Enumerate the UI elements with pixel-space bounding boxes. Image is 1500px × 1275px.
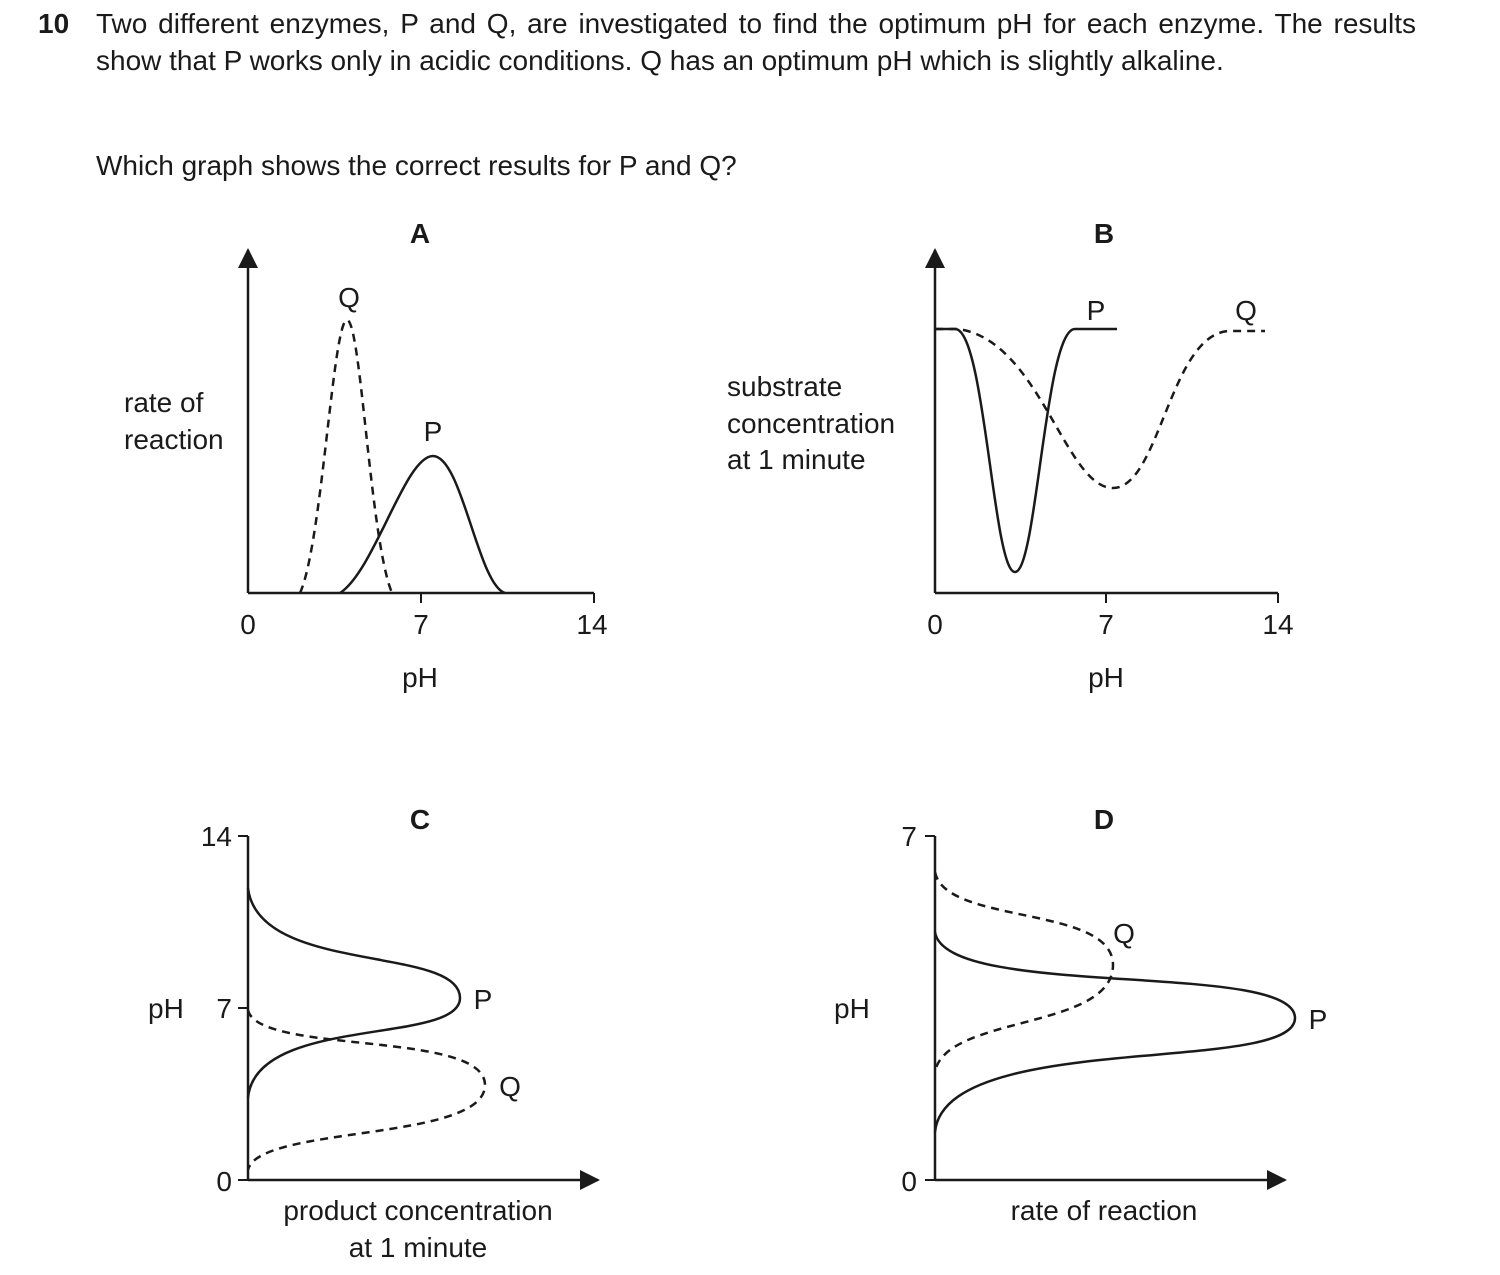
option-b-y-label: substrate bbox=[727, 371, 843, 402]
option-b-letter: B bbox=[1093, 218, 1115, 249]
option-d-graph[interactable] bbox=[834, 804, 1327, 1226]
question-prompt: Which graph shows the correct results for P and Q? bbox=[96, 150, 737, 181]
option-b-xtick-label: 14 bbox=[1262, 609, 1294, 640]
option-c-graph[interactable] bbox=[148, 804, 598, 1263]
option-a-letter: A bbox=[409, 218, 431, 249]
option-b-xtick-label: 7 bbox=[1098, 609, 1114, 640]
option-c-curve-p bbox=[248, 888, 460, 1098]
option-a-y-label: reaction bbox=[124, 424, 224, 455]
option-b-xtick-label: 0 bbox=[927, 609, 943, 640]
option-a-x-label: pH bbox=[402, 662, 438, 693]
option-c-curve-label-p: P bbox=[473, 984, 493, 1015]
option-c-ytick-label: 14 bbox=[200, 821, 232, 852]
option-a-xtick-label: 0 bbox=[240, 609, 256, 640]
option-a-curve-q bbox=[300, 320, 392, 593]
option-c-letter: C bbox=[409, 804, 431, 835]
option-a-xtick-label: 14 bbox=[576, 609, 608, 640]
option-c-ytick-label: 0 bbox=[216, 1166, 232, 1197]
option-d-ytick-label: 0 bbox=[901, 1166, 917, 1197]
option-d-ytick-label: 7 bbox=[901, 821, 917, 852]
option-a-curve-label-p: P bbox=[423, 416, 443, 447]
option-b-x-label: pH bbox=[1088, 662, 1124, 693]
option-a-curve-p bbox=[340, 456, 505, 593]
option-b-curve-label-p: P bbox=[1086, 295, 1106, 326]
option-b-curve-q bbox=[935, 329, 1265, 488]
option-b-curve-p bbox=[935, 329, 1117, 572]
option-a-xtick-label: 7 bbox=[413, 609, 429, 640]
option-c-ytick-label: 7 bbox=[216, 993, 232, 1024]
option-d-curve-p bbox=[935, 932, 1295, 1132]
option-d-curve-label-q: Q bbox=[1113, 918, 1135, 949]
question-stem: Two different enzymes, P and Q, are investigated to find the optimum pH for each enzyme. The results show that P works only in acidic conditions. Q has an optimum pH which is slightly alkaline. bbox=[96, 8, 1416, 76]
option-c-x-label: product concentration bbox=[283, 1195, 553, 1226]
option-b-curve-label-q: Q bbox=[1235, 295, 1257, 326]
option-c-y-label: pH bbox=[148, 993, 184, 1024]
option-d-x-label: rate of reaction bbox=[1010, 1195, 1198, 1226]
option-b-y-label: at 1 minute bbox=[727, 444, 866, 475]
option-d-curve-label-p: P bbox=[1308, 1004, 1328, 1035]
option-c-x-label: at 1 minute bbox=[348, 1232, 488, 1263]
option-a-curve-label-q: Q bbox=[338, 282, 360, 313]
option-d-letter: D bbox=[1093, 804, 1115, 835]
option-a-y-label: rate of bbox=[124, 387, 204, 418]
option-d-curve-q bbox=[935, 872, 1113, 1072]
option-c-curve-label-q: Q bbox=[499, 1071, 521, 1102]
option-b-graph[interactable] bbox=[727, 218, 1294, 693]
question-number: 10 bbox=[38, 8, 70, 39]
option-a-graph[interactable] bbox=[124, 218, 608, 693]
option-b-y-label: concentration bbox=[727, 408, 896, 439]
option-d-y-label: pH bbox=[834, 993, 870, 1024]
